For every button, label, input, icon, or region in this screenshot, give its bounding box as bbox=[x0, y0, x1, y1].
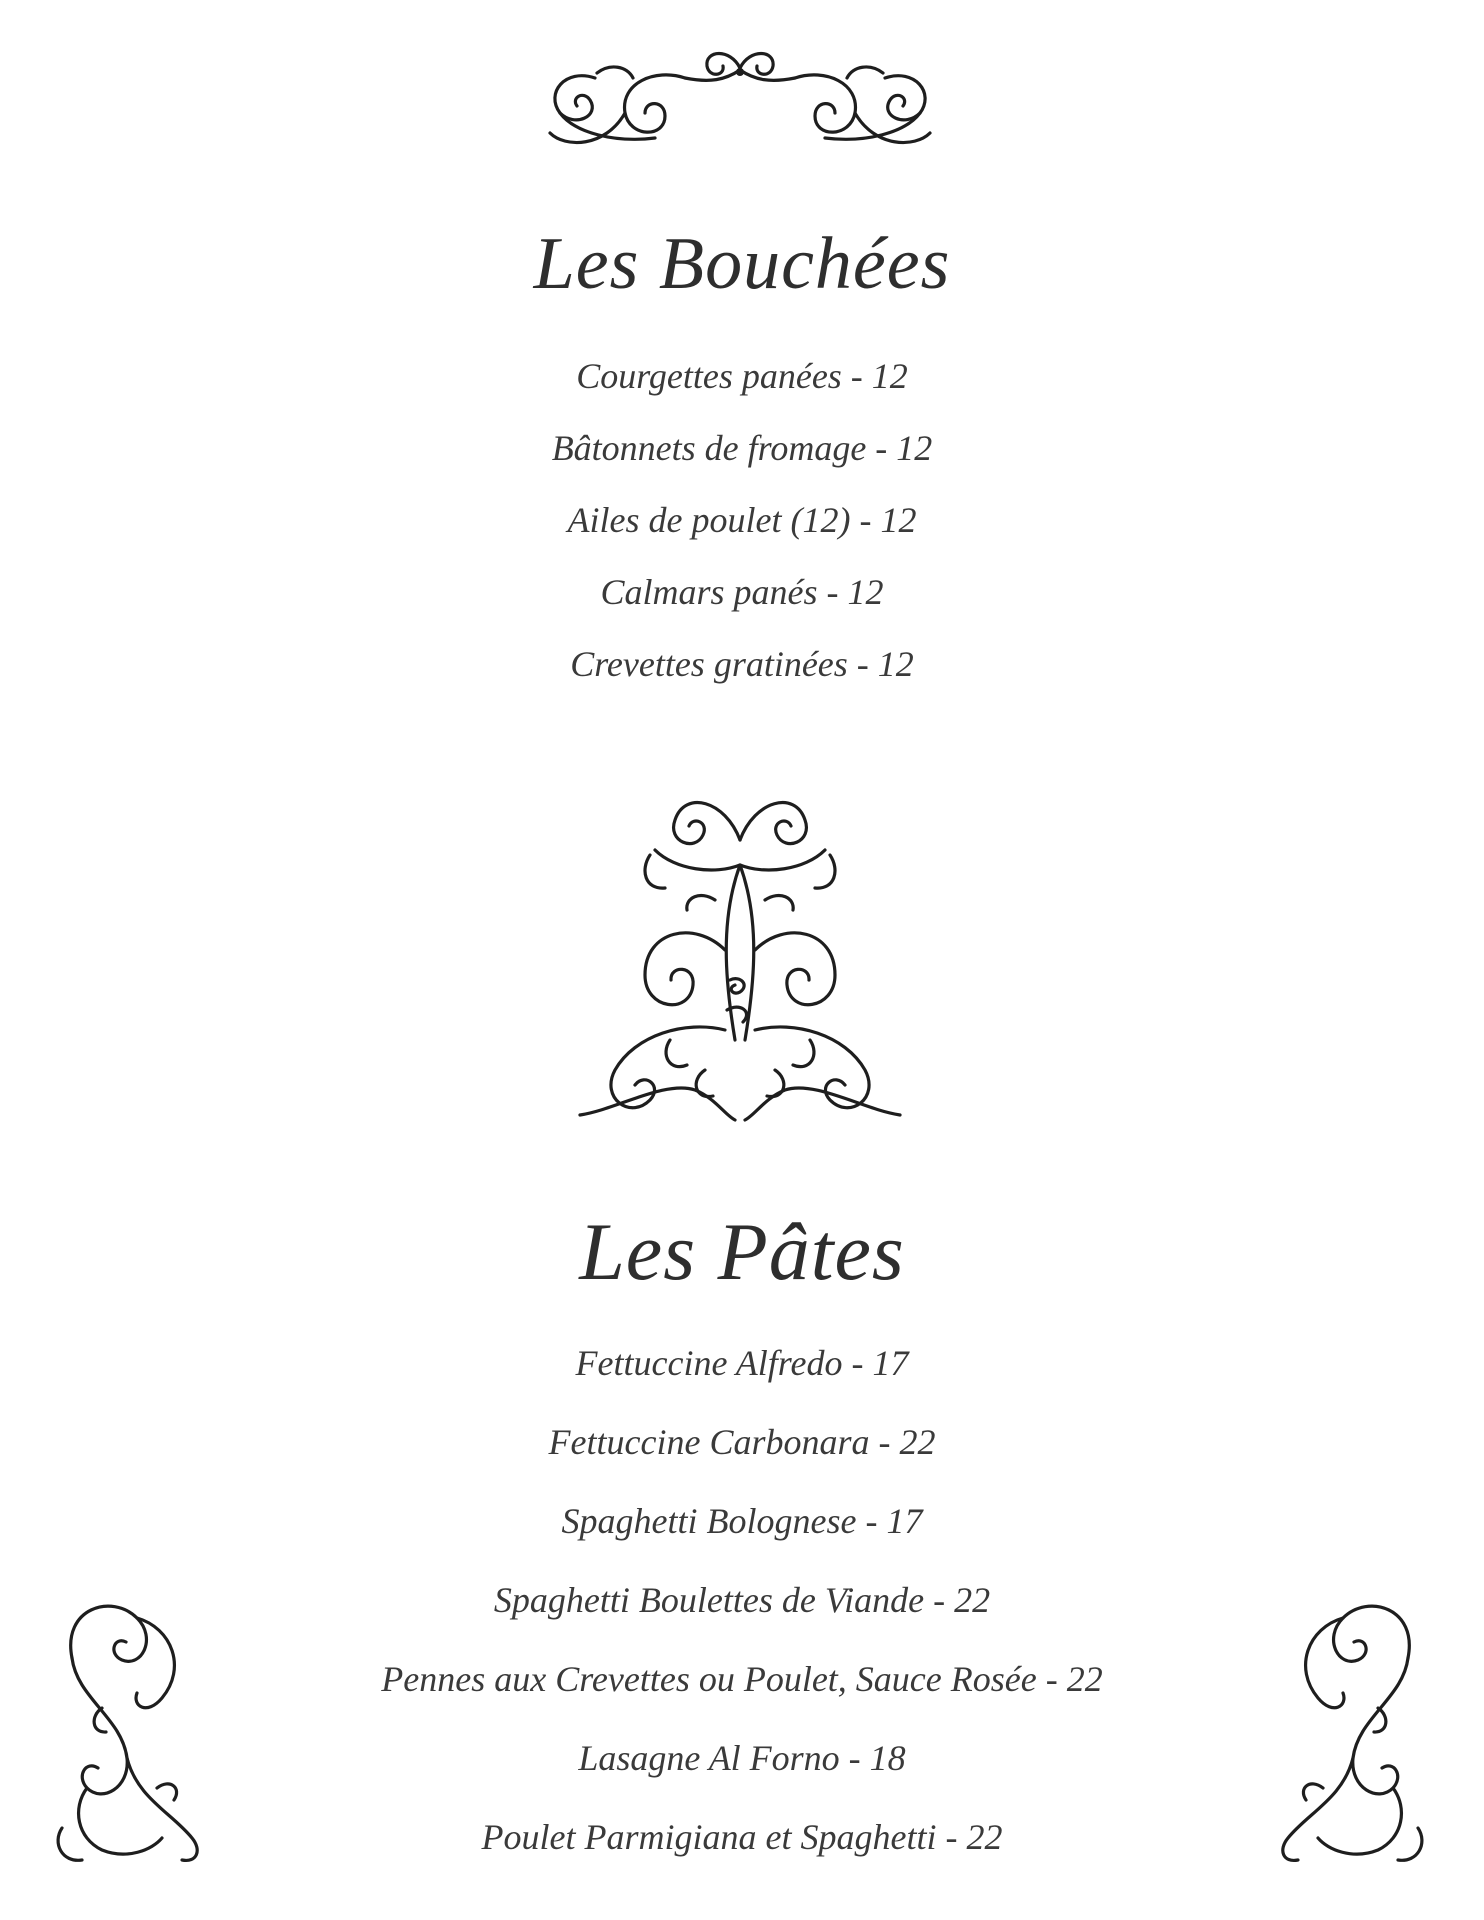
menu-item: Pennes aux Crevettes ou Poulet, Sauce Rosée - 22 bbox=[381, 1659, 1103, 1699]
menu-item: Crevettes gratinées - 12 bbox=[570, 644, 914, 684]
corner-scroll-ornament-left-icon bbox=[42, 1588, 212, 1868]
pates-menu-list bbox=[0, 1324, 1484, 1877]
section-title-pates: Les Pâtes bbox=[579, 1206, 905, 1297]
menu-item: Lasagne Al Forno - 18 bbox=[578, 1738, 906, 1778]
section-title-bouchees: Les Bouchées bbox=[533, 223, 951, 305]
flourish-centerpiece-ornament-icon bbox=[575, 780, 905, 1125]
menu-item: Bâtonnets de fromage - 12 bbox=[551, 428, 933, 468]
menu-item: Spaghetti Bolognese - 17 bbox=[561, 1501, 923, 1541]
menu-item: Spaghetti Boulettes de Viande - 22 bbox=[493, 1580, 991, 1620]
menu-item: Poulet Parmigiana et Spaghetti - 22 bbox=[481, 1817, 1003, 1857]
bouchees-menu-list bbox=[0, 340, 1484, 700]
menu-item: Courgettes panées - 12 bbox=[576, 356, 908, 396]
menu-item: Ailes de poulet (12) - 12 bbox=[567, 500, 917, 540]
menu-item: Fettuccine Carbonara - 22 bbox=[548, 1422, 936, 1462]
menu-item: Calmars panés - 12 bbox=[600, 572, 884, 612]
corner-scroll-ornament-right-icon bbox=[1268, 1588, 1438, 1868]
menu-item: Fettuccine Alfredo - 17 bbox=[575, 1343, 909, 1383]
scroll-divider-ornament-icon bbox=[535, 38, 945, 160]
